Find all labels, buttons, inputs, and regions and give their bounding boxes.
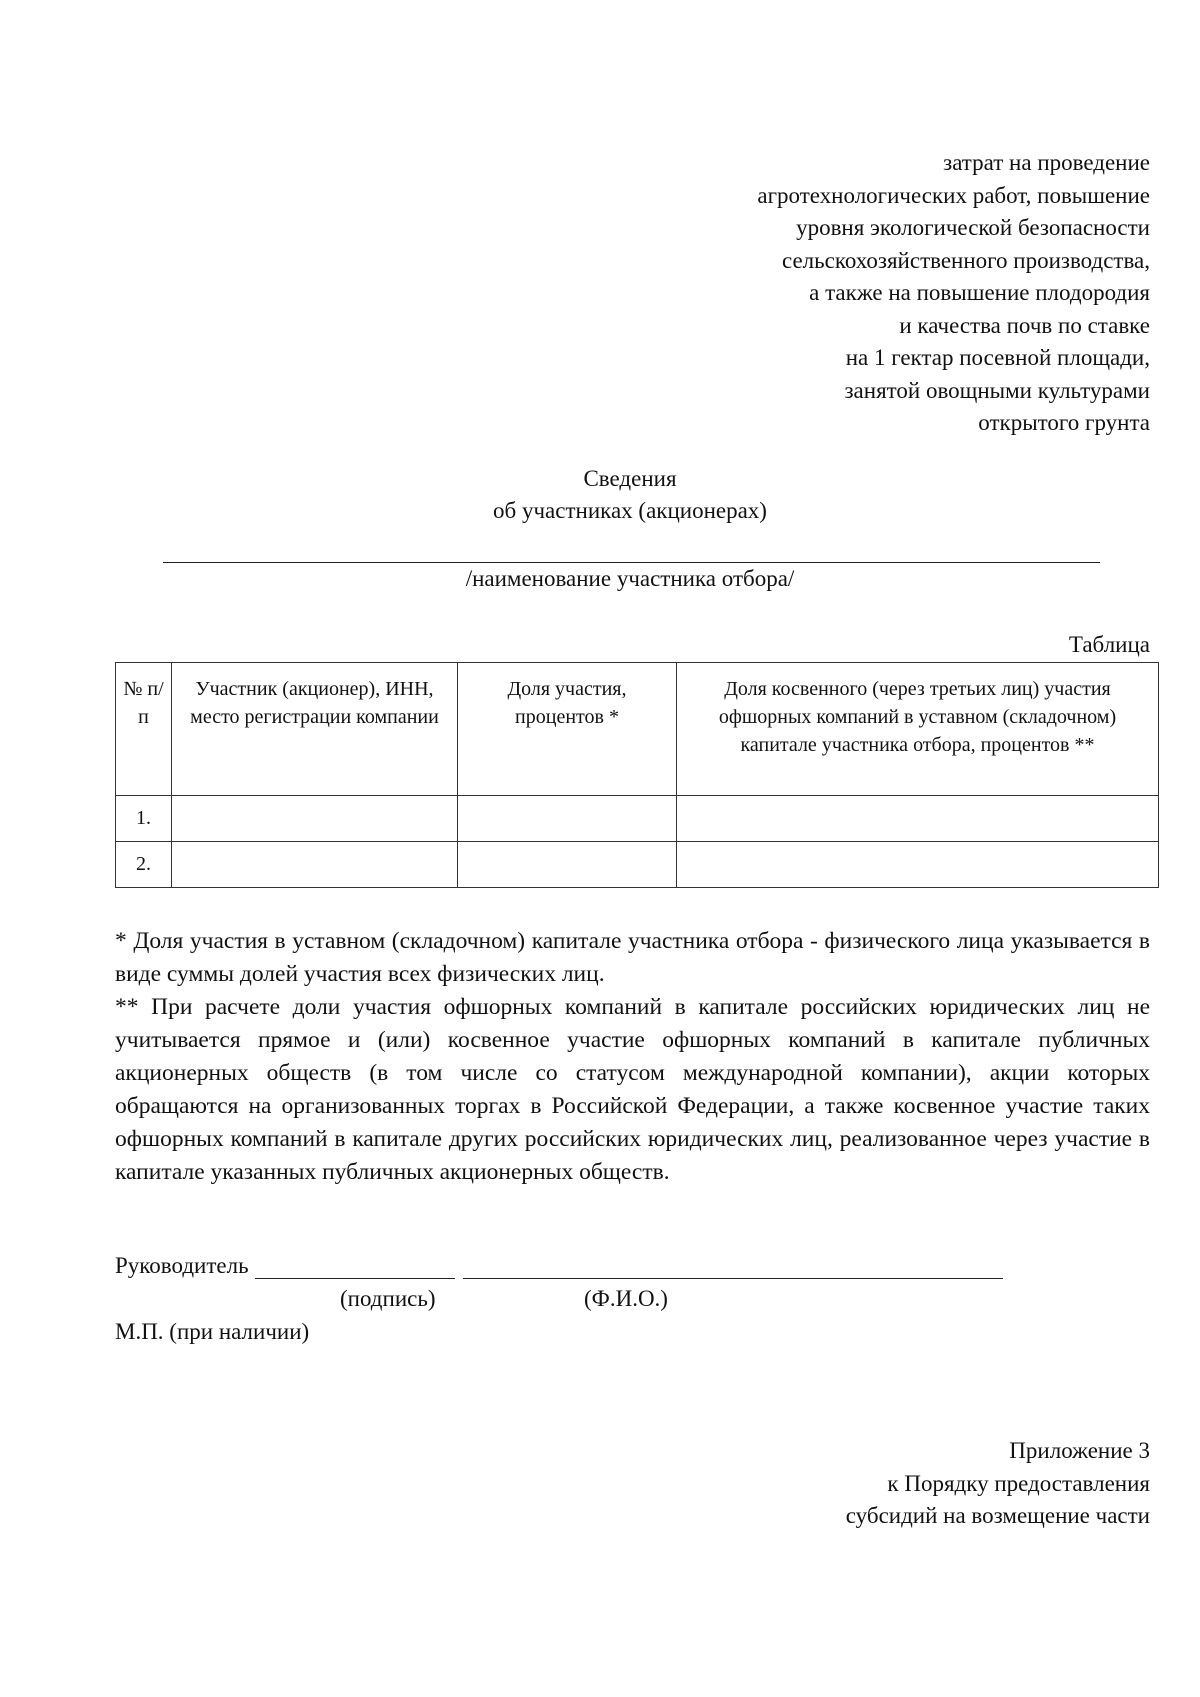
table-cell-participant: [172, 796, 458, 842]
table-row: [116, 796, 1159, 842]
appendix-text-block: [660, 1435, 1150, 1533]
head-label: Руководитель: [115, 1253, 249, 1278]
table-cell-number: 1.: [116, 796, 172, 842]
header-line: занятой овощными культурами: [844, 377, 1150, 403]
header-line: и качества почв по ставке: [899, 312, 1150, 338]
table-cell-share: [458, 796, 677, 842]
table-cell-offshore-share: [677, 796, 1159, 842]
header-line: на 1 гектар посевной площади,: [845, 345, 1150, 370]
footnote-1: * Доля участия в уставном (складочном) капитале участника отбора - физического лица указывается в виде суммы долей участия всех физических лиц.: [115, 928, 1150, 987]
table-cell-share: [458, 842, 677, 888]
table-caption: Таблица: [1068, 632, 1150, 657]
signature-caption: (подпись): [340, 1286, 436, 1311]
column-header-share: Доля участия, процентов *: [458, 663, 677, 796]
footnotes: [115, 925, 1150, 1189]
appendix-line: субсидий на возмещение части: [845, 1503, 1150, 1528]
header-text-block: [560, 147, 1150, 440]
table-header-row: [116, 663, 1159, 796]
header-line: уровня экологической безопасности: [796, 215, 1150, 240]
appendix-line: к Порядку предоставления: [887, 1470, 1150, 1496]
participant-name-caption: /наименование участника отбора/: [465, 566, 795, 591]
table-cell-offshore-share: [677, 842, 1159, 888]
header-line: затрат на проведение: [943, 150, 1150, 175]
column-header-number: № п/п: [116, 663, 172, 796]
footnote-2: ** При расчете доли участия офшорных компаний в капитале российских юридических лиц не учитывается прямое и (или) косвенное участие офшорных компаний в капитале публичных акционерных обществ (в том числе со статусом международной компании), акции которых обращаются на организованных торгах в Российской Федерации, а также косвенное участие таких офшорных компаний в капитале других российских юридических лиц, реализованное через участие в капитале указанных публичных акционерных обществ.: [115, 994, 1150, 1185]
signature-row: [115, 1252, 1155, 1279]
signature-line: [255, 1252, 455, 1279]
header-line: открытого грунта: [978, 410, 1150, 435]
table-row: [116, 842, 1159, 888]
stamp-label: М.П. (при наличии): [115, 1319, 310, 1344]
header-line: а также на повышение плодородия: [809, 280, 1150, 305]
document-subtitle: об участниках (акционерах): [493, 498, 767, 523]
document-title: Сведения: [583, 466, 677, 491]
header-line: сельскохозяйственного производства,: [781, 247, 1150, 273]
column-header-offshore-share: Доля косвенного (через третьих лиц) участия офшорных компаний в уставном (складочном) капитале участника отбора, процентов **: [677, 663, 1159, 796]
table-cell-participant: [172, 842, 458, 888]
full-name-line: [463, 1252, 1003, 1279]
header-line: агротехнологических работ, повышение: [757, 182, 1150, 208]
appendix-line: Приложение 3: [1009, 1438, 1150, 1463]
column-header-participant: Участник (акционер), ИНН, место регистрации компании: [172, 663, 458, 796]
table-cell-number: 2.: [116, 842, 172, 888]
full-name-caption: (Ф.И.О.): [584, 1286, 668, 1311]
participant-name-line: [163, 562, 1100, 563]
participants-table: [115, 662, 1159, 888]
